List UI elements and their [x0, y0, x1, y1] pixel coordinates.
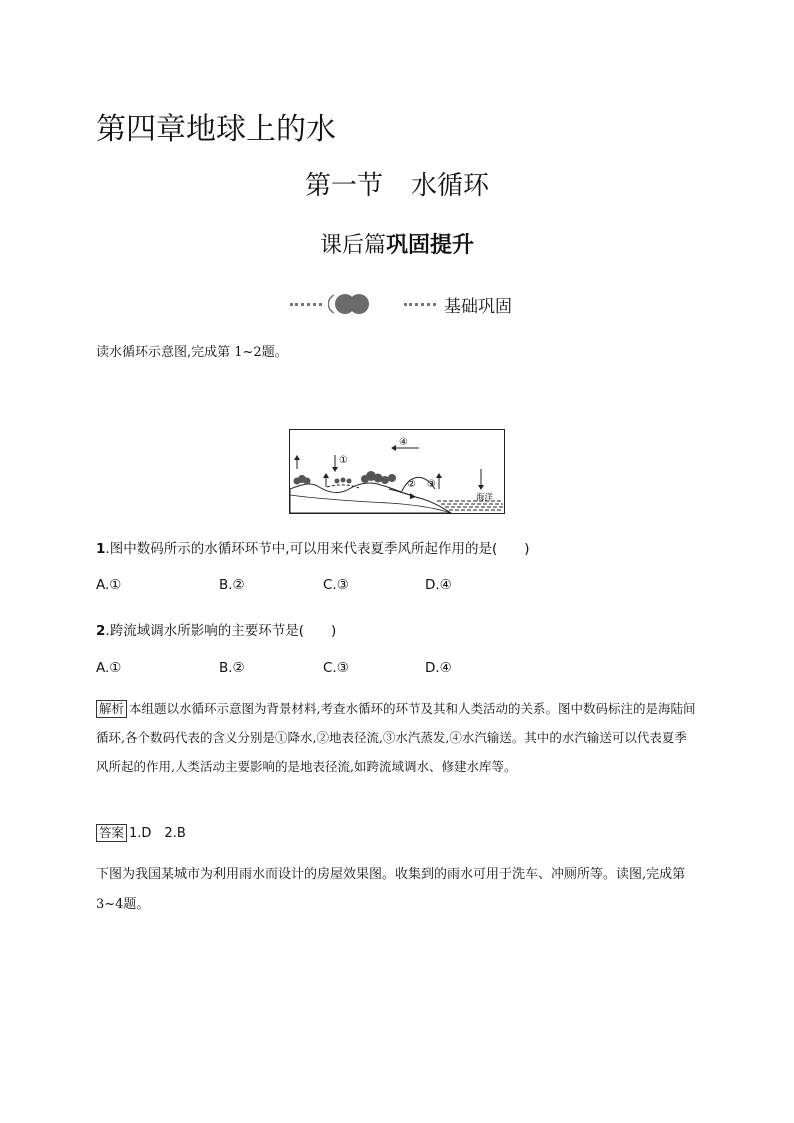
dotted-line-left [290, 303, 322, 306]
option-b: B.② [219, 577, 245, 593]
subsection-bold: 巩固提升 [386, 233, 475, 258]
analysis-tag: 解析 [96, 700, 127, 718]
question-2-number: 2 [96, 623, 106, 639]
option-b: B.② [219, 660, 245, 676]
question-1-number: 1 [96, 541, 106, 557]
water-cycle-diagram [289, 429, 505, 514]
ocean-label: 海洋 [476, 493, 494, 503]
section-name: 水循环 [411, 171, 490, 201]
answer-tag: 答案 [96, 824, 127, 842]
section-number: 第一节 [304, 171, 383, 201]
label-4: ④ [399, 437, 408, 448]
question-2-text: .跨流域调水所影响的主要环节是( ) [105, 623, 337, 639]
section-title [0, 165, 794, 202]
subsection-plain: 课后篇 [319, 233, 386, 258]
chapter-title: 第四章地球上的水 [96, 112, 336, 147]
option-c: C.③ [323, 660, 349, 676]
label-3: ③ [427, 479, 436, 490]
option-d: D.④ [425, 660, 452, 676]
question-2 [96, 619, 336, 639]
section-divider [290, 290, 512, 318]
subsection-title [0, 228, 794, 259]
question-1-text: .图中数码所示的水循环环节中,可以用来代表夏季风所起作用的是( ) [105, 541, 530, 557]
option-a: A.① [96, 660, 122, 676]
answer-text: 1.D 2.B [129, 826, 186, 841]
question-2-options [96, 660, 596, 680]
option-d: D.④ [425, 577, 452, 593]
option-a: A.① [96, 577, 122, 593]
analysis-text: 本组题以水循环示意图为背景材料,考查水循环的环节及其和人类活动的关系。图中数码标注的是海陆间循环,各个数码代表的含义分别是①降水,②地表径流,③水汽蒸发,④水汽输送。其中的水汽输送可以代表夏季风所起的作用,人类活动主要影响的是地表径流,如跨流域调水、修建水库等。 [96, 701, 696, 774]
intro-text: 读水循环示意图,完成第 1~2题。 [96, 345, 288, 360]
double-circle-icon [328, 291, 370, 317]
answer-block [96, 822, 186, 842]
divider-label: 基础巩固 [444, 296, 512, 317]
label-2: ② [407, 479, 416, 490]
option-c: C.③ [323, 577, 349, 593]
next-intro-text: 下图为我国某城市为利用雨水而设计的房屋效果图。收集到的雨水可用于洗车、冲厕所等。读图,完成第 3~4题。 [96, 867, 686, 912]
dotted-line-right [404, 303, 436, 306]
label-1: ① [339, 455, 348, 466]
question-1 [96, 537, 530, 557]
analysis-block [96, 694, 698, 781]
question-1-options [96, 577, 596, 597]
